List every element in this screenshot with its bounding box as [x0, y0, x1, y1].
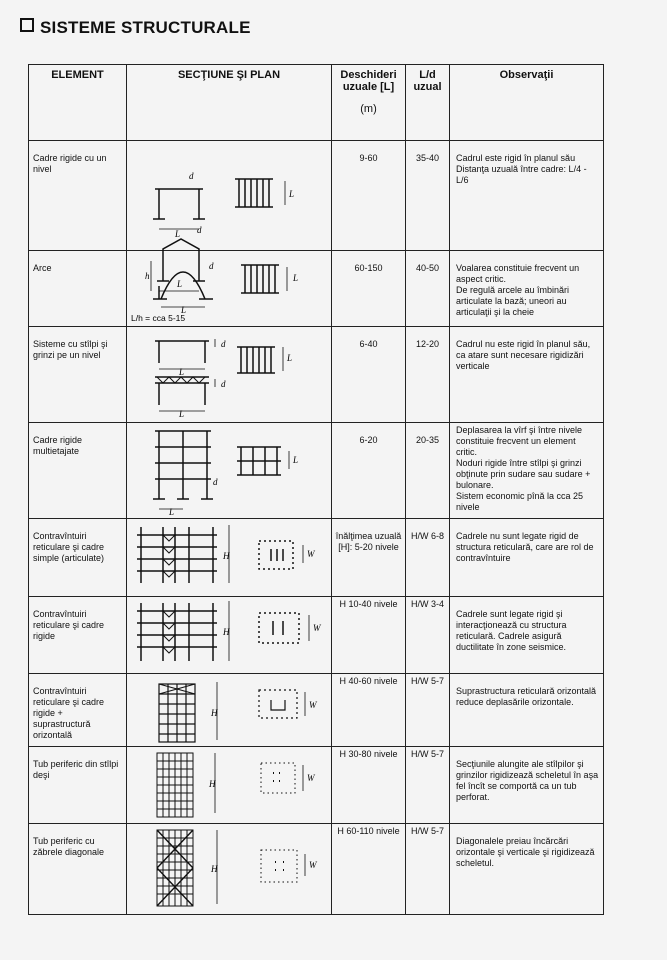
ratio-cell: H/W 5-7 — [406, 747, 450, 824]
svg-text:L: L — [293, 455, 299, 465]
braced-tube-diagram — [127, 824, 332, 914]
table-row — [29, 597, 604, 674]
element-cell: Arce — [29, 251, 127, 327]
span-cell: H 60-110 nivele — [332, 824, 406, 915]
svg-text:W: W — [309, 700, 317, 710]
element-cell: Tub periferic cu zăbrele diagonale — [29, 824, 127, 915]
diagram-cell — [127, 519, 332, 597]
ratio-cell: H/W 6-8 — [406, 519, 450, 597]
ratio-cell: 35-40 — [406, 141, 450, 251]
svg-text:L: L — [179, 409, 185, 419]
observation-cell: Cadrele nu sunt legate rigid de structura reticulară, care are rol de contravîntuire — [450, 519, 604, 597]
header-section: SECŢIUNE ŞI PLAN — [127, 65, 332, 141]
table-row — [29, 824, 604, 915]
svg-text:L: L — [179, 367, 185, 377]
outrigger-diagram — [127, 674, 332, 746]
table-row — [29, 747, 604, 824]
diagram-cell — [127, 327, 332, 423]
arch-diagram — [127, 251, 332, 326]
element-cell: Contravîntuiri reticulare şi cadre simple (articulate) — [29, 519, 127, 597]
diagram-cell — [127, 824, 332, 915]
observation-cell: Suprastructura reticulară orizontală reduce deplasările orizontale. — [450, 674, 604, 747]
element-cell: Contravîntuiri reticulare şi cadre rigide + suprastructură orizontală — [29, 674, 127, 747]
header-span: Deschideri uzuale [L] (m) — [332, 65, 406, 141]
observation-cell: Cadrul nu este rigid în planul său, ca atare sunt necesare rigidizări verticale — [450, 327, 604, 423]
header-observations: Observaţii — [450, 65, 604, 141]
svg-text:H: H — [211, 708, 218, 718]
ratio-cell: 12-20 — [406, 327, 450, 423]
observation-cell: Cadrele sunt legate rigid şi interacţionează cu structura reticulară. Cadrele asigură ductilitate în zone seismice. — [450, 597, 604, 674]
svg-text:L: L — [169, 507, 175, 517]
observation-cell: Secţiunile alungite ale stîlpilor şi grinzilor rigidizează scheletul în aşa fel încît se comportă ca un tub perforat. — [450, 747, 604, 824]
ratio-cell: 20-35 — [406, 423, 450, 519]
observation-cell: Cadrul este rigid în planul său Distanţa uzuală între cadre: L/4 - L/6 — [450, 141, 604, 251]
header-row — [29, 65, 604, 141]
span-cell: înălţimea uzuală [H]: 5-20 nivele — [332, 519, 406, 597]
observation-cell: Voalarea constituie frecvent un aspect critic. De regulă arcele au îmbinări articulate la bază; uneori au articulaţii şi la cheie — [450, 251, 604, 327]
structural-systems-table — [28, 64, 604, 915]
svg-text:L: L — [293, 273, 299, 283]
element-cell: Cadre rigide cu un nivel — [29, 141, 127, 251]
braced-frame-diagram — [127, 519, 332, 596]
braced-rigid-frame-diagram — [127, 597, 332, 673]
svg-text:L: L — [287, 353, 293, 363]
page-title — [20, 18, 251, 38]
ratio-cell: H/W 5-7 — [406, 824, 450, 915]
diagram-cell — [127, 597, 332, 674]
svg-text:L: L — [177, 279, 183, 289]
svg-text:d: d — [213, 477, 218, 487]
svg-text:W: W — [309, 860, 317, 870]
post-beam-diagram — [127, 327, 332, 422]
multistory-frame-diagram — [127, 423, 332, 518]
span-cell: H 30-80 nivele — [332, 747, 406, 824]
diagram-cell — [127, 747, 332, 824]
svg-text:W: W — [307, 773, 315, 783]
header-ratio: L/d uzual — [406, 65, 450, 141]
span-cell: 6-20 — [332, 423, 406, 519]
table-row — [29, 327, 604, 423]
title-text: SISTEME STRUCTURALE — [40, 18, 251, 37]
framed-tube-diagram — [127, 747, 332, 823]
svg-text:d: d — [197, 225, 202, 235]
ratio-cell: 40-50 — [406, 251, 450, 327]
span-cell: H 40-60 nivele — [332, 674, 406, 747]
checkbox-square-icon — [20, 18, 34, 32]
svg-text:L/h = cca 5-15: L/h = cca 5-15 — [131, 313, 186, 323]
span-cell: H 10-40 nivele — [332, 597, 406, 674]
span-cell: 60-150 — [332, 251, 406, 327]
svg-text:d: d — [189, 171, 194, 181]
svg-text:W: W — [307, 549, 315, 559]
diagram-cell — [127, 674, 332, 747]
svg-text:L: L — [289, 189, 295, 199]
table-row — [29, 519, 604, 597]
rigid-frame-diagram — [127, 141, 332, 289]
element-cell: Cadre rigide multietajate — [29, 423, 127, 519]
table-row — [29, 674, 604, 747]
table-row — [29, 141, 604, 251]
svg-text:H: H — [209, 779, 216, 789]
svg-text:H: H — [223, 551, 230, 561]
diagram-cell — [127, 251, 332, 327]
diagram-cell — [127, 423, 332, 519]
element-cell: Contravîntuiri reticulare şi cadre rigide — [29, 597, 127, 674]
table-row — [29, 423, 604, 519]
diagram-cell — [127, 141, 332, 289]
span-cell: 9-60 — [332, 141, 406, 251]
svg-text:d: d — [221, 379, 226, 389]
header-element: ELEMENT — [29, 65, 127, 141]
table-row — [29, 251, 604, 327]
svg-text:L: L — [181, 305, 187, 315]
element-cell: Sisteme cu stîlpi şi grinzi pe un nivel — [29, 327, 127, 423]
element-cell: Tub periferic din stîlpi deşi — [29, 747, 127, 824]
svg-text:H: H — [211, 864, 218, 874]
ratio-cell: H/W 3-4 — [406, 597, 450, 674]
ratio-cell: H/W 5-7 — [406, 674, 450, 747]
svg-text:W: W — [313, 623, 321, 633]
observation-cell: Diagonalele preiau încărcări orizontale şi verticale şi rigidizează scheletul. — [450, 824, 604, 915]
svg-text:H: H — [223, 627, 230, 637]
observation-cell: Deplasarea la vîrf şi între nivele constituie frecvent un element critic. Noduri rigide între stîlpi şi grinzi obţinute prin sudare sau sudare + bulonare. Sistem economic pînă la cca 25 nivele — [450, 423, 604, 519]
svg-text:d: d — [221, 339, 226, 349]
svg-text:h: h — [145, 271, 150, 281]
span-cell: 6-40 — [332, 327, 406, 423]
svg-text:d: d — [209, 261, 214, 271]
svg-text:L: L — [175, 229, 181, 239]
